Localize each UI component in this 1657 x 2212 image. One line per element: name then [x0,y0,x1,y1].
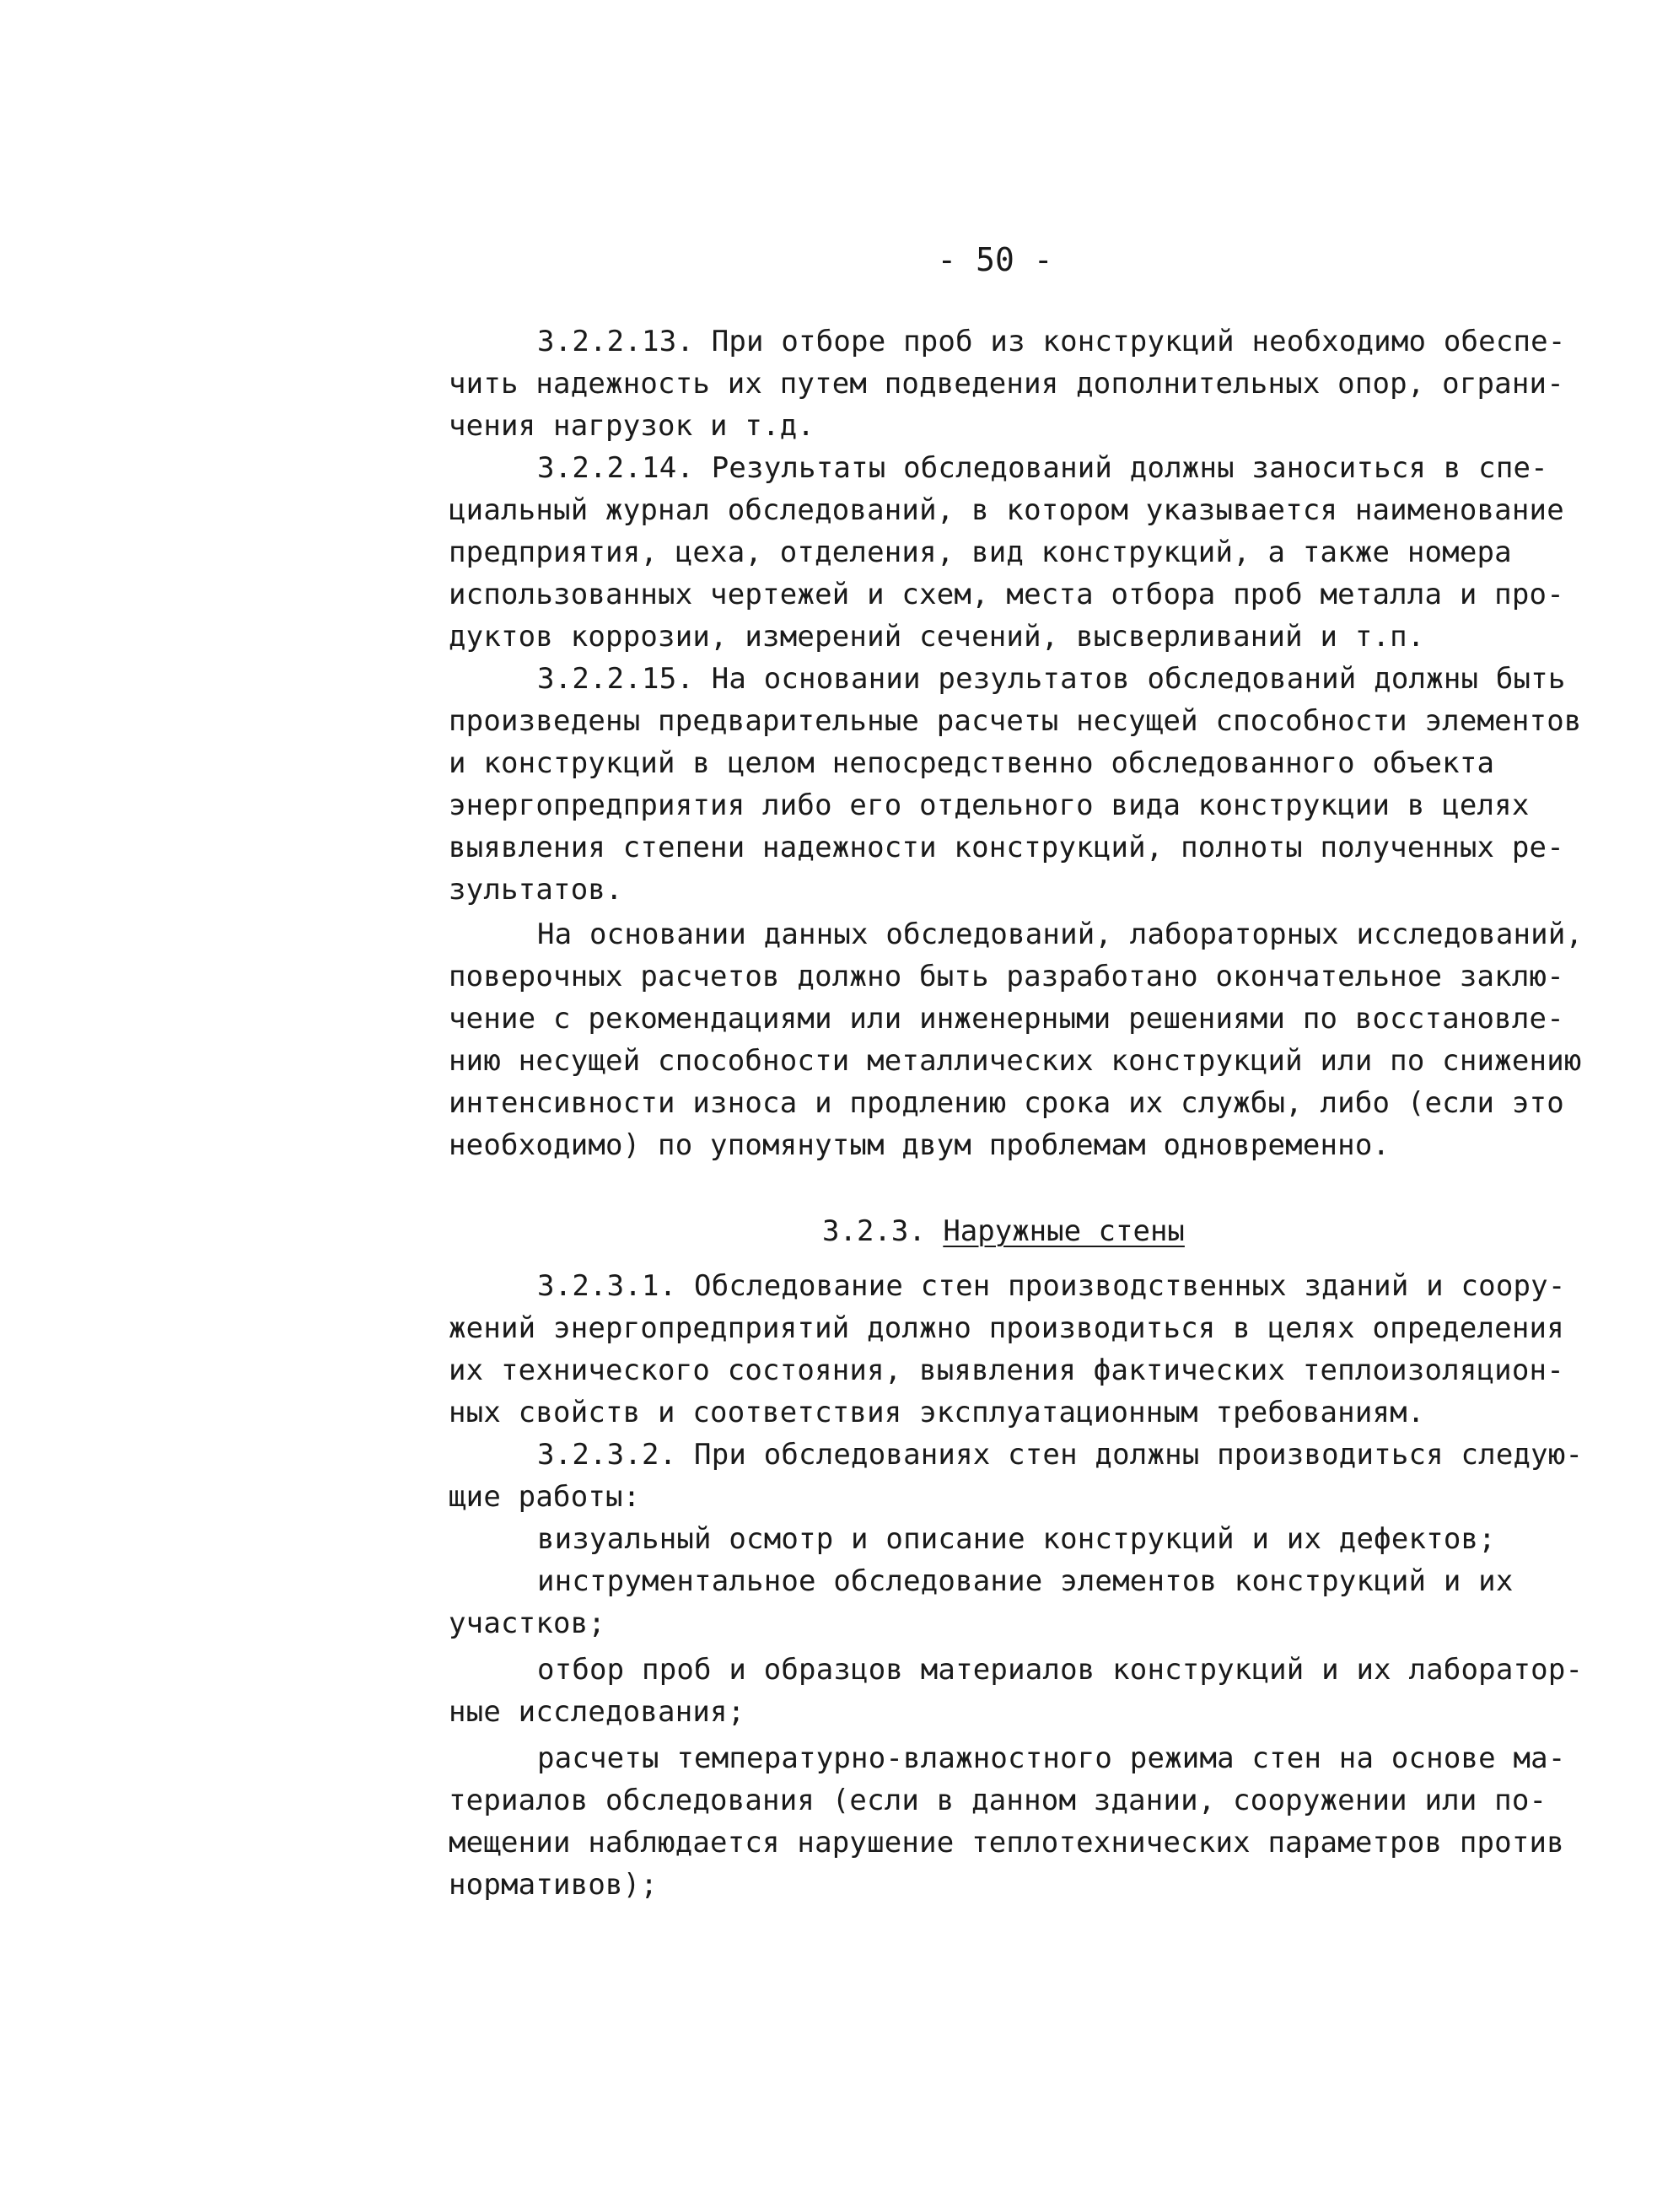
text-line: мещении наблюдается нарушение теплотехнических параметров против [449,1826,1564,1859]
text-line: энергопредприятия либо его отдельного вида конструкции в целях [449,788,1530,822]
text-line: их технического состояния, выявления фактических теплоизоляцион- [449,1354,1564,1387]
text-line: 3.2.3.2. При обследованиях стен должны производиться следую- [537,1438,1584,1472]
text-line: 3.2.2.15. На основании результатов обследований должны быть [537,662,1566,696]
text-line: 3.2.2.13. При отборе проб из конструкций необходимо обеспе- [537,325,1566,358]
text-line: и конструкций в целом непосредственно обследованного объекта [449,746,1495,780]
text-line: жений энергопредприятий должно производиться в целях определения [449,1311,1564,1345]
text-line: предприятия, цеха, отделения, вид конструкций, а также номера [449,536,1512,569]
text-line: щие работы: [449,1480,641,1514]
text-line: циальный журнал обследований, в котором указывается наименование [449,493,1564,527]
text-line: нию несущей способности металлических конструкций или по снижению [449,1044,1582,1078]
text-line: 3.2.3.1. Обследование стен производственных зданий и соору- [537,1269,1566,1303]
list-item: визуальный осмотр и описание конструкций и их дефектов; [537,1522,1496,1556]
text-line: чение с рекомендациями или инженерными решениями по восстановле- [449,1002,1564,1036]
text-line: необходимо) по упомянутым двум проблемам одновременно. [449,1128,1391,1162]
section-heading [822,1210,1185,1252]
text-line: 3.2.2.14. Результаты обследований должны заноситься в спе- [537,451,1548,485]
text-line: поверочных расчетов должно быть разработано окончательное заклю- [449,960,1564,993]
text-line: нормативов); [449,1868,659,1902]
list-item: инструментальное обследование элементов конструкций и их [537,1564,1514,1598]
page-number: - 50 - [937,241,1053,278]
list-item: отбор проб и образцов материалов конструкций и их лаборатор- [537,1653,1584,1687]
text-line: дуктов коррозии, измерений сечений, высверливаний и т.п. [449,620,1425,654]
section-heading-title: Наружные стены [943,1214,1185,1248]
list-item: расчеты температурно-влажностного режима стен на основе ма- [537,1741,1566,1775]
text-line: чения нагрузок и т.д. [449,409,815,443]
text-line: выявления степени надежности конструкций, полноты полученных ре- [449,831,1564,864]
text-line: использованных чертежей и схем, места отбора проб металла и про- [449,578,1564,611]
text-line: произведены предварительные расчеты несущей способности элементов [449,704,1582,738]
section-heading-number: 3.2.3. [822,1214,926,1248]
text-line: интенсивности износа и продлению срока их службы, либо (если это [449,1086,1564,1120]
text-line: зультатов. [449,873,623,907]
text-line: участков; [449,1607,606,1640]
text-line: На основании данных обследований, лабораторных исследований, [537,918,1584,951]
text-line: ные исследования; [449,1695,745,1729]
text-line: ных свойств и соответствия эксплуатационным требованиям. [449,1396,1425,1429]
text-line: териалов обследования (если в данном здании, сооружении или по- [449,1784,1547,1817]
text-line: чить надежность их путем подведения дополнительных опор, ограни- [449,367,1564,401]
